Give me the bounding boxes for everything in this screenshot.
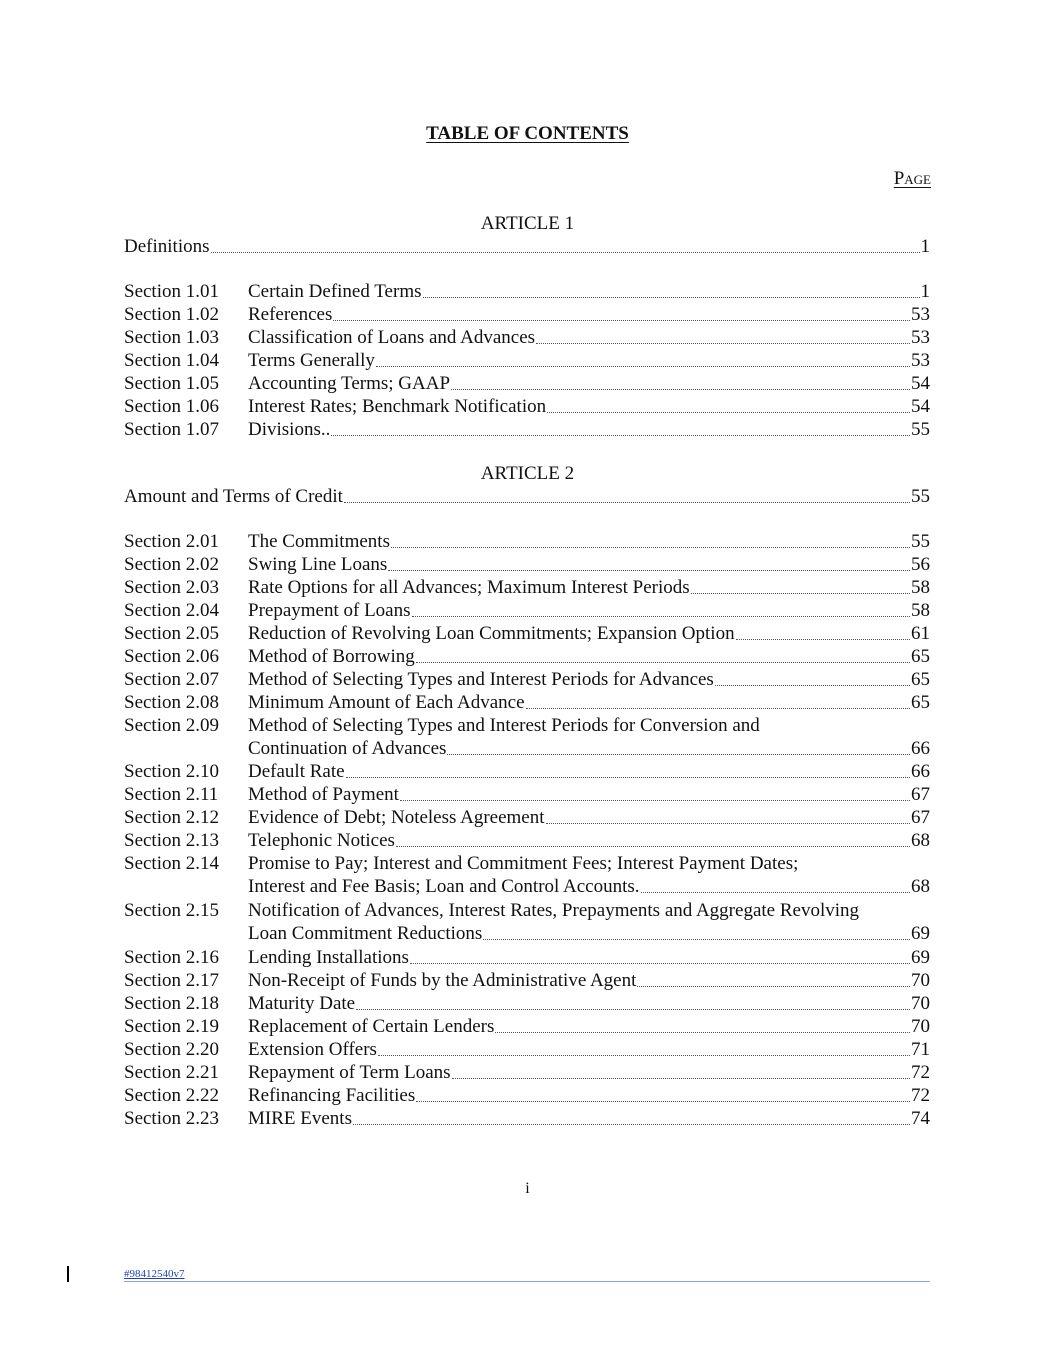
page-number: 1 <box>920 236 930 257</box>
dot-leader <box>391 547 910 548</box>
section-number: Section 2.03 <box>124 577 219 598</box>
dot-leader <box>416 1101 910 1102</box>
dot-leader <box>546 823 910 824</box>
dot-leader <box>526 708 910 709</box>
section-number: Section 2.01 <box>124 531 219 552</box>
toc-entry-section-2-05[interactable] <box>124 622 930 645</box>
toc-entry-section-2-13[interactable] <box>124 829 930 852</box>
page-number: 55 <box>911 486 930 507</box>
section-number: Section 2.05 <box>124 623 219 644</box>
page-number: 65 <box>911 692 930 713</box>
page-number: 67 <box>911 784 930 805</box>
toc-entry-section-2-22[interactable] <box>124 1084 930 1107</box>
section-title-line-1: Notification of Advances, Interest Rates, Prepayments and Aggregate Revolving <box>248 900 860 921</box>
toc-entry-section-1-05[interactable] <box>124 372 930 395</box>
section-title: Maturity Date <box>248 993 356 1014</box>
page-column-heading: Page <box>893 168 931 189</box>
dot-leader <box>691 593 910 594</box>
article-1-name: Definitions <box>124 236 210 257</box>
toc-entry-section-1-02[interactable] <box>124 303 930 326</box>
section-number: Section 2.17 <box>124 970 219 991</box>
dot-leader <box>483 939 910 940</box>
dot-leader <box>410 963 910 964</box>
dot-leader <box>388 570 910 571</box>
section-title: References <box>248 304 333 325</box>
section-title: Accounting Terms; GAAP <box>248 373 451 394</box>
toc-entry-article-2[interactable] <box>124 485 930 508</box>
toc-entry-section-1-01[interactable] <box>124 280 930 303</box>
section-title: Method of Selecting Types and Interest Periods for Advances <box>248 669 714 690</box>
toc-entry-section-2-16[interactable] <box>124 946 930 969</box>
page-number: 72 <box>911 1062 930 1083</box>
section-number: Section 2.02 <box>124 554 219 575</box>
section-number: Section 2.16 <box>124 947 219 968</box>
section-title: Rate Options for all Advances; Maximum Interest Periods <box>248 577 690 598</box>
dot-leader <box>331 435 910 436</box>
page-number: 66 <box>911 761 930 782</box>
page-number: 65 <box>911 669 930 690</box>
footer-page-number: i <box>525 1180 530 1197</box>
dot-leader <box>416 662 910 663</box>
toc-entry-article-1[interactable] <box>124 235 930 258</box>
dot-leader <box>637 986 910 987</box>
page-number: 70 <box>911 993 930 1014</box>
dot-leader <box>356 1009 910 1010</box>
dot-leader <box>423 297 920 298</box>
section-number: Section 1.04 <box>124 350 219 371</box>
dot-leader <box>715 685 910 686</box>
section-number: Section 1.06 <box>124 396 219 417</box>
dot-leader <box>211 252 920 253</box>
section-title: Certain Defined Terms <box>248 281 422 302</box>
dot-leader <box>412 616 910 617</box>
dot-leader <box>353 1124 910 1125</box>
dot-leader <box>547 412 910 413</box>
dot-leader <box>333 320 910 321</box>
section-number: Section 2.21 <box>124 1062 219 1083</box>
page-number: 69 <box>911 923 930 944</box>
toc-entry-section-2-18[interactable] <box>124 992 930 1015</box>
page-number: 68 <box>911 876 930 897</box>
toc-entry-section-2-15[interactable] <box>124 899 930 945</box>
dot-leader <box>536 343 910 344</box>
article-1-heading: ARTICLE 1 <box>480 213 575 234</box>
page-number: 55 <box>911 419 930 440</box>
toc-entry-section-2-19[interactable] <box>124 1015 930 1038</box>
toc-entry-section-2-08[interactable] <box>124 691 930 714</box>
section-title-line-2: Interest and Fee Basis; Loan and Control Accounts. <box>248 876 640 897</box>
dot-leader <box>378 1055 910 1056</box>
document-id-link[interactable]: #98412540v7 <box>124 1268 185 1280</box>
section-title: Repayment of Term Loans <box>248 1062 451 1083</box>
page-number: 55 <box>911 531 930 552</box>
page-number: 54 <box>911 396 930 417</box>
page-number: 70 <box>911 1016 930 1037</box>
section-title: Method of Payment <box>248 784 399 805</box>
footer-rule <box>124 1281 930 1282</box>
section-number: Section 2.09 <box>124 715 219 736</box>
section-title: MIRE Events <box>248 1108 352 1129</box>
section-title: Non-Receipt of Funds by the Administrative Agent <box>248 970 637 991</box>
page-number: 53 <box>911 304 930 325</box>
page-number: 53 <box>911 350 930 371</box>
section-number: Section 2.07 <box>124 669 219 690</box>
section-title: Interest Rates; Benchmark Notification <box>248 396 547 417</box>
page-number: 1 <box>920 281 930 302</box>
toc-entry-section-2-12[interactable] <box>124 806 930 829</box>
page-number: 72 <box>911 1085 930 1106</box>
dot-leader <box>346 777 910 778</box>
page-number: 58 <box>911 600 930 621</box>
page-number: 61 <box>911 623 930 644</box>
dot-leader <box>736 639 910 640</box>
toc-entry-section-2-06[interactable] <box>124 645 930 668</box>
toc-entry-section-2-04[interactable] <box>124 599 930 622</box>
section-number: Section 2.13 <box>124 830 219 851</box>
page-number: 65 <box>911 646 930 667</box>
section-title: Default Rate <box>248 761 345 782</box>
dot-leader <box>344 502 910 503</box>
section-number: Section 1.07 <box>124 419 219 440</box>
dot-leader <box>376 366 910 367</box>
section-title-line-2: Loan Commitment Reductions <box>248 923 483 944</box>
section-title-line-1: Promise to Pay; Interest and Commitment Fees; Interest Payment Dates; <box>248 853 799 874</box>
section-number: Section 2.14 <box>124 853 219 874</box>
toc-entry-section-2-03[interactable] <box>124 576 930 599</box>
section-title: Method of Borrowing <box>248 646 415 667</box>
section-number: Section 2.23 <box>124 1108 219 1129</box>
dot-leader <box>495 1032 910 1033</box>
toc-entry-section-2-10[interactable] <box>124 760 930 783</box>
toc-entry-section-2-11[interactable] <box>124 783 930 806</box>
article-2-heading: ARTICLE 2 <box>480 463 575 484</box>
section-title: Telephonic Notices <box>248 830 395 851</box>
section-title: Divisions.. <box>248 419 331 440</box>
revision-bar <box>67 1266 69 1282</box>
section-number: Section 1.02 <box>124 304 219 325</box>
section-title: Refinancing Facilities <box>248 1085 416 1106</box>
section-number: Section 2.06 <box>124 646 219 667</box>
section-number: Section 2.11 <box>124 784 219 805</box>
toc-entry-section-2-07[interactable] <box>124 668 930 691</box>
section-number: Section 2.20 <box>124 1039 219 1060</box>
section-number: Section 1.03 <box>124 327 219 348</box>
section-title-line-2: Continuation of Advances <box>248 738 447 759</box>
page-number: 66 <box>911 738 930 759</box>
toc-entry-section-2-17[interactable] <box>124 969 930 992</box>
section-title: Evidence of Debt; Noteless Agreement <box>248 807 545 828</box>
toc-entry-section-2-20[interactable] <box>124 1038 930 1061</box>
section-number: Section 2.18 <box>124 993 219 1014</box>
toc-entry-section-1-07[interactable] <box>124 418 930 441</box>
toc-entry-section-2-21[interactable] <box>124 1061 930 1084</box>
section-title: Prepayment of Loans <box>248 600 411 621</box>
page-number: 68 <box>911 830 930 851</box>
section-title: Lending Installations <box>248 947 409 968</box>
page-number: 56 <box>911 554 930 575</box>
section-title: Classification of Loans and Advances <box>248 327 536 348</box>
toc-entry-section-2-23[interactable] <box>124 1107 930 1130</box>
section-number: Section 2.22 <box>124 1085 219 1106</box>
section-number: Section 2.10 <box>124 761 219 782</box>
section-number: Section 2.12 <box>124 807 219 828</box>
section-title: Minimum Amount of Each Advance <box>248 692 525 713</box>
toc-entry-section-1-04[interactable] <box>124 349 930 372</box>
page-number: 53 <box>911 327 930 348</box>
toc-title: TABLE OF CONTENTS <box>426 123 629 144</box>
section-number: Section 2.19 <box>124 1016 219 1037</box>
section-title: The Commitments <box>248 531 390 552</box>
toc-entry-section-2-14[interactable] <box>124 852 930 898</box>
section-number: Section 1.05 <box>124 373 219 394</box>
dot-leader <box>641 892 910 893</box>
section-title: Replacement of Certain Lenders <box>248 1016 495 1037</box>
toc-entry-section-2-09[interactable] <box>124 714 930 760</box>
dot-leader <box>447 754 910 755</box>
toc-entry-section-1-06[interactable] <box>124 395 930 418</box>
dot-leader <box>400 800 910 801</box>
article-2-name: Amount and Terms of Credit <box>124 486 343 507</box>
toc-entry-section-2-01[interactable] <box>124 530 930 553</box>
dot-leader <box>452 1078 910 1079</box>
section-title: Reduction of Revolving Loan Commitments; Expansion Option <box>248 623 735 644</box>
page-number: 67 <box>911 807 930 828</box>
page-number: 69 <box>911 947 930 968</box>
page-number: 58 <box>911 577 930 598</box>
section-title: Extension Offers <box>248 1039 377 1060</box>
page-number: 74 <box>911 1108 930 1129</box>
section-title-line-1: Method of Selecting Types and Interest Periods for Conversion and <box>248 715 760 736</box>
section-number: Section 1.01 <box>124 281 219 302</box>
section-title: Terms Generally <box>248 350 375 371</box>
section-title: Swing Line Loans <box>248 554 388 575</box>
section-number: Section 2.04 <box>124 600 219 621</box>
dot-leader <box>396 846 910 847</box>
page-number: 70 <box>911 970 930 991</box>
dot-leader <box>451 389 910 390</box>
section-number: Section 2.15 <box>124 900 219 921</box>
section-number: Section 2.08 <box>124 692 219 713</box>
page-number: 54 <box>911 373 930 394</box>
toc-entry-section-1-03[interactable] <box>124 326 930 349</box>
toc-entry-section-2-02[interactable] <box>124 553 930 576</box>
page-number: 71 <box>911 1039 930 1060</box>
